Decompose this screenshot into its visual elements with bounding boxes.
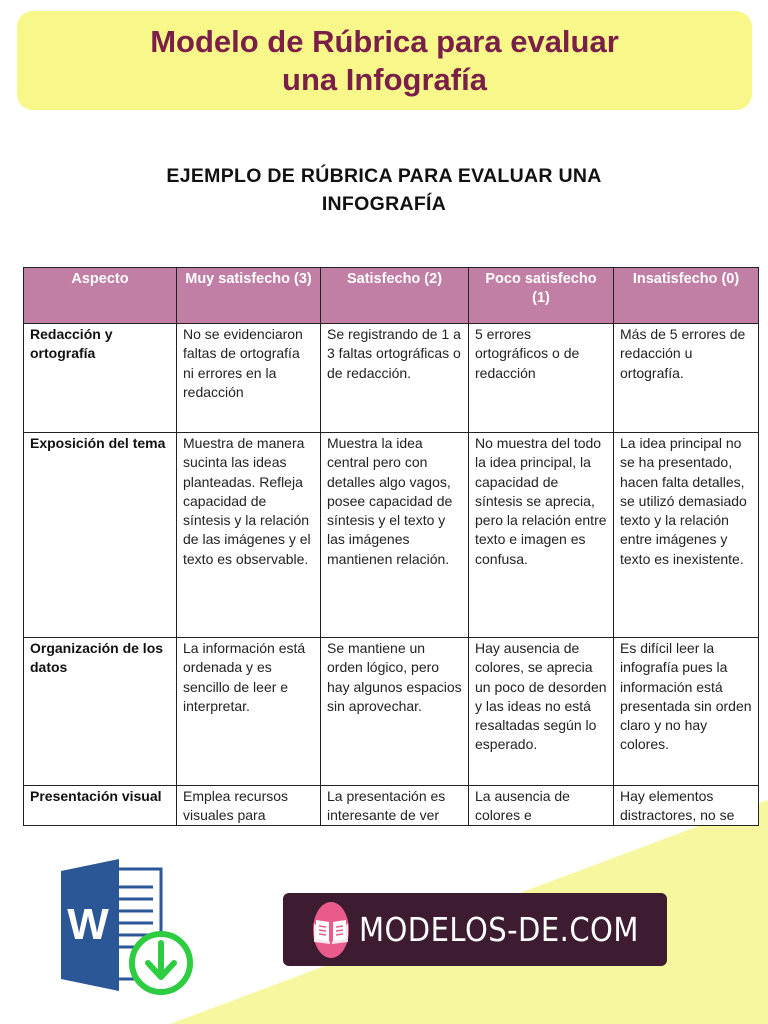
word-letter: W	[67, 900, 109, 949]
aspect-cell: Redacción y ortografía	[24, 324, 177, 433]
title-banner	[17, 11, 752, 110]
column-header-satisfecho: Satisfecho (2)	[321, 268, 469, 324]
table-cell: La información está ordenada y es sencillo de leer e interpretar.	[177, 638, 321, 786]
table-cell: La idea principal no se ha presentado, hacen falta detalles, se utilizó demasiado texto y la relación entre imágenes y texto es inexistente.	[614, 433, 759, 638]
column-header-muy-satisfecho: Muy satisfecho (3)	[177, 268, 321, 324]
table-header-row	[24, 268, 759, 324]
document-heading-line-2: INFOGRAFÍA	[321, 193, 447, 215]
document-heading-line-1: EJEMPLO DE RÚBRICA PARA EVALUAR UNA	[166, 165, 602, 187]
table-cell: No se evidenciaron faltas de ortografía ni errores en la redacción	[177, 324, 321, 433]
word-document-download-icon[interactable]	[55, 855, 195, 1000]
table-cell: Más de 5 errores de redacción u ortografía.	[614, 324, 759, 433]
aspect-cell-text: Presentación visual	[30, 788, 162, 804]
table-cell: No muestra del todo la idea principal, la capacidad de síntesis se aprecia, pero la relación entre texto e imagen es confusa.	[469, 433, 614, 638]
table-cell: Muestra la idea central pero con detalles algo vagos, posee capacidad de síntesis y el texto y las imágenes mantienen relación.	[321, 433, 469, 638]
table-cell-text: Emplea recursos visuales para	[183, 788, 289, 823]
open-book-icon	[313, 902, 349, 958]
page-title-line-1: Modelo de Rúbrica para evaluar	[150, 23, 619, 59]
table-cell: Hay ausencia de colores, se aprecia un poco de desorden y las ideas no está resaltadas según lo esperado.	[469, 638, 614, 786]
table-cell: 5 errores ortográficos o de redacción	[469, 324, 614, 433]
table-cell	[321, 786, 469, 826]
column-header-insatisfecho: Insatisfecho (0)	[614, 268, 759, 324]
column-header-aspecto: Aspecto	[24, 268, 177, 324]
table-cell	[177, 786, 321, 826]
brand-name: MODELOS-DE.COM	[359, 910, 639, 949]
table-cell-text: La ausencia de colores e	[475, 788, 570, 823]
table-cell: Muestra de manera sucinta las ideas planteadas. Refleja capacidad de síntesis y la relación de las imágenes y el texto es observable.	[177, 433, 321, 638]
table-cell: Es difícil leer la infografía pues la información está presentada sin orden claro y no hay colores.	[614, 638, 759, 786]
rubric-table	[23, 267, 759, 826]
aspect-cell	[24, 786, 177, 826]
table-row	[24, 638, 759, 786]
column-header-poco-satisfecho: Poco satisfecho (1)	[469, 268, 614, 324]
table-cell	[469, 786, 614, 826]
aspect-cell: Organización de los datos	[24, 638, 177, 786]
table-row	[24, 786, 759, 826]
brand-banner[interactable]	[283, 893, 667, 966]
table-row	[24, 433, 759, 638]
table-cell: Se mantiene un orden lógico, pero hay algunos espacios sin aprovechar.	[321, 638, 469, 786]
document-heading	[60, 162, 708, 218]
table-row	[24, 324, 759, 433]
table-cell-text: Hay elementos distractores, no se	[620, 788, 735, 823]
table-cell	[614, 786, 759, 826]
table-cell-text: La presentación es interesante de ver	[327, 788, 446, 823]
aspect-cell: Exposición del tema	[24, 433, 177, 638]
table-cell: Se registrando de 1 a 3 faltas ortográficas o de redacción.	[321, 324, 469, 433]
page-title-line-2: una Infografía	[282, 61, 487, 97]
